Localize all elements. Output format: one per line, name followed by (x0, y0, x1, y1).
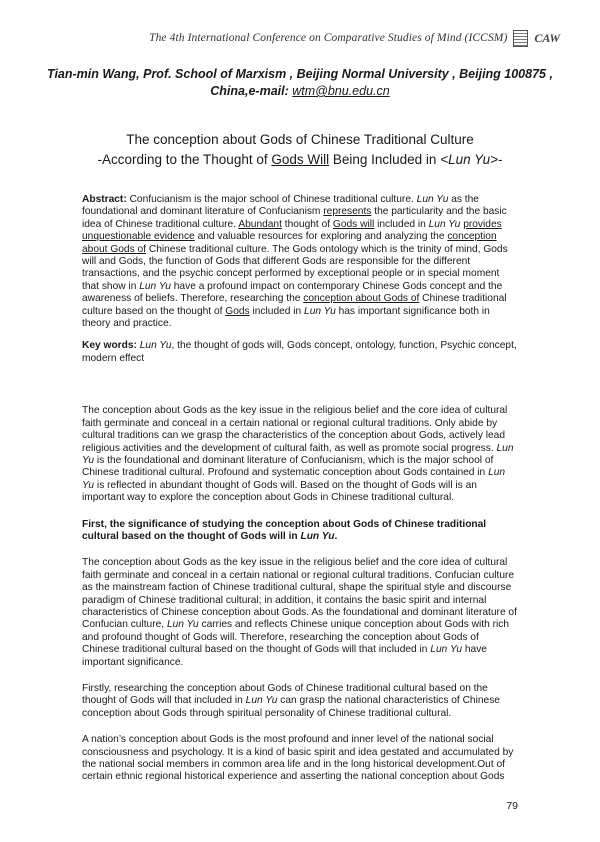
conference-name: The 4th International Conference on Comparative Studies of Mind (ICCSM) (149, 32, 508, 44)
text-underlined: provides (463, 218, 502, 230)
text: and valuable resources for exploring and analyzing the (194, 231, 448, 243)
text: . (334, 530, 338, 542)
text-underlined: conception about Gods of (303, 293, 420, 305)
text-italic: Lun Yu (430, 644, 463, 656)
text: is reflected in abundant thought of Gods will. Based on the thought of Gods will is an important way to explore the conception about Gods in Chinese traditional cultural. (82, 479, 477, 504)
title-underlined: Gods Will (271, 152, 330, 167)
text-italic: Lun Yu (416, 194, 449, 205)
body-paragraph (82, 734, 518, 784)
section-heading (82, 519, 518, 544)
keywords-paragraph (82, 340, 518, 365)
signature-mark: CAW (534, 30, 560, 45)
author-block (40, 66, 560, 100)
text: carries and reflects Chinese unique conception about Gods with rich and profound thought of Gods will. Therefore, researching the conception about Gods of Chinese traditional cultural based on the thought of Gods will that included in (82, 619, 510, 656)
text: as the foundational and dominant literature of Confucianism (82, 194, 479, 218)
paper-title (40, 130, 560, 170)
text: included in (249, 305, 305, 317)
text-italic: Lun Yu (82, 467, 506, 491)
text-underlined: unquestionable evidence (82, 231, 195, 243)
text-italic: Lun Yu (166, 619, 199, 631)
text-italic: Lun Yu (82, 442, 514, 466)
title-text: Being Included in (329, 152, 441, 167)
text: The conception about Gods as the key issue in the religious belief and the core idea of cultural faith germinate and conceal in a certain national or regional cultural traditions. Only abide by cultural traditions can we grasp the characteristics of the conception about Gods, actively lead religious activities and the development of cultural faith, as well as promote social progress. (82, 405, 508, 454)
text: have a profound impact on contemporary Chinese Gods concept and the awareness of beliefs. Therefore, researching the (82, 280, 503, 305)
text: has important significance both in theory and practice. (82, 305, 490, 330)
text: can grasp the national characteristics of Chinese conception about Gods through spiritual personality of Chinese traditional cultural. (82, 695, 500, 719)
text-underlined: Abundant (238, 218, 282, 230)
body-paragraph (82, 683, 518, 720)
author-contact (40, 83, 560, 100)
text: have important significance. (82, 644, 487, 668)
body-paragraph (82, 557, 518, 669)
author-line: Tian-min Wang, Prof. School of Marxism , Beijing Normal University , Beijing 100875 , (47, 67, 553, 81)
text-underlined: represents (323, 206, 372, 218)
text-italic: Lun Yu (304, 305, 336, 317)
author-contact-label: China,e-mail: (210, 84, 289, 98)
text: is the foundational and dominant literature of Confucianism, which is the major school of Chinese traditional cultural. Profound and systematic conception about Gods contained in (82, 454, 494, 479)
text: Chinese traditional culture. The Gods ontology which is the trinity of mind, Gods will and Gods, the function of Gods that different Gods are responsible for the different transactions, and the psychic concept performed by exceptional people or in special moment that show in (82, 243, 508, 292)
title-italic: <Lun Yu> (440, 152, 499, 167)
title-text: -According to the Thought of (97, 152, 272, 167)
text: A nation’s conception about Gods is the most profound and inner level of the national social consciousness and psychology. It is a kind of basic spirit and idea gestated and accumulated by the national social members in common area life and in the long historical development.Out of certain ethnic regional historical experience and asserting the national conception about Gods (82, 734, 514, 783)
text-italic: Lun Yu (139, 340, 172, 352)
text-italic: Lun Yu (245, 695, 278, 707)
text: Confucianism is the major school of Chinese traditional culture. (126, 194, 417, 205)
page-number: 79 (506, 800, 518, 812)
author-email-link[interactable]: wtm@bnu.edu.cn (292, 84, 390, 98)
title-line-1: The conception about Gods of Chinese Traditional Culture (126, 132, 474, 147)
title-text: - (498, 152, 503, 167)
text-underlined: Gods (225, 305, 250, 317)
seal-icon (513, 30, 528, 47)
abstract-label: Abstract: (82, 194, 127, 205)
paper-body (82, 194, 518, 784)
text: First, the significance of studying the conception about Gods of Chinese traditional cultural based on the thought of Gods will in (82, 518, 487, 542)
text-italic: Lun Yu (300, 530, 335, 542)
text-underlined: Gods will (332, 218, 375, 230)
intro-paragraph (82, 405, 518, 504)
text: The conception about Gods as the key issue in the religious belief and the core idea of cultural faith germinate and conceal in a certain national or regional cultural traditions. Confucian culture as the mainstream faction of Chinese traditional cultural, shape the spiritual style and discourse paradigm of Chinese traditional cultural; in addition, it contains the basic spirit and internal characteristics of Chinese conception about Gods. As the foundational and dominant literature of Confucian culture, (82, 557, 517, 631)
running-header (40, 26, 560, 50)
text: included in (374, 218, 429, 230)
text-italic: Lun Yu (428, 218, 461, 230)
text: the particularity and the basic idea of Chinese traditional culture. (82, 206, 507, 230)
text: thought of (281, 218, 333, 230)
text: Chinese traditional culture based on the thought of (82, 293, 507, 317)
keywords-label: Key words: (82, 340, 137, 352)
text-italic: Lun Yu (139, 280, 171, 292)
text-underlined: conception about Gods of (82, 231, 497, 255)
text: , the thought of gods will, Gods concept, ontology, function, Psychic concept, modern effect (82, 340, 517, 364)
title-line-2 (40, 150, 560, 170)
abstract-paragraph (82, 194, 518, 330)
text: Firstly, researching the conception about Gods of Chinese traditional cultural based on the thought of Gods will that included in (82, 683, 488, 707)
